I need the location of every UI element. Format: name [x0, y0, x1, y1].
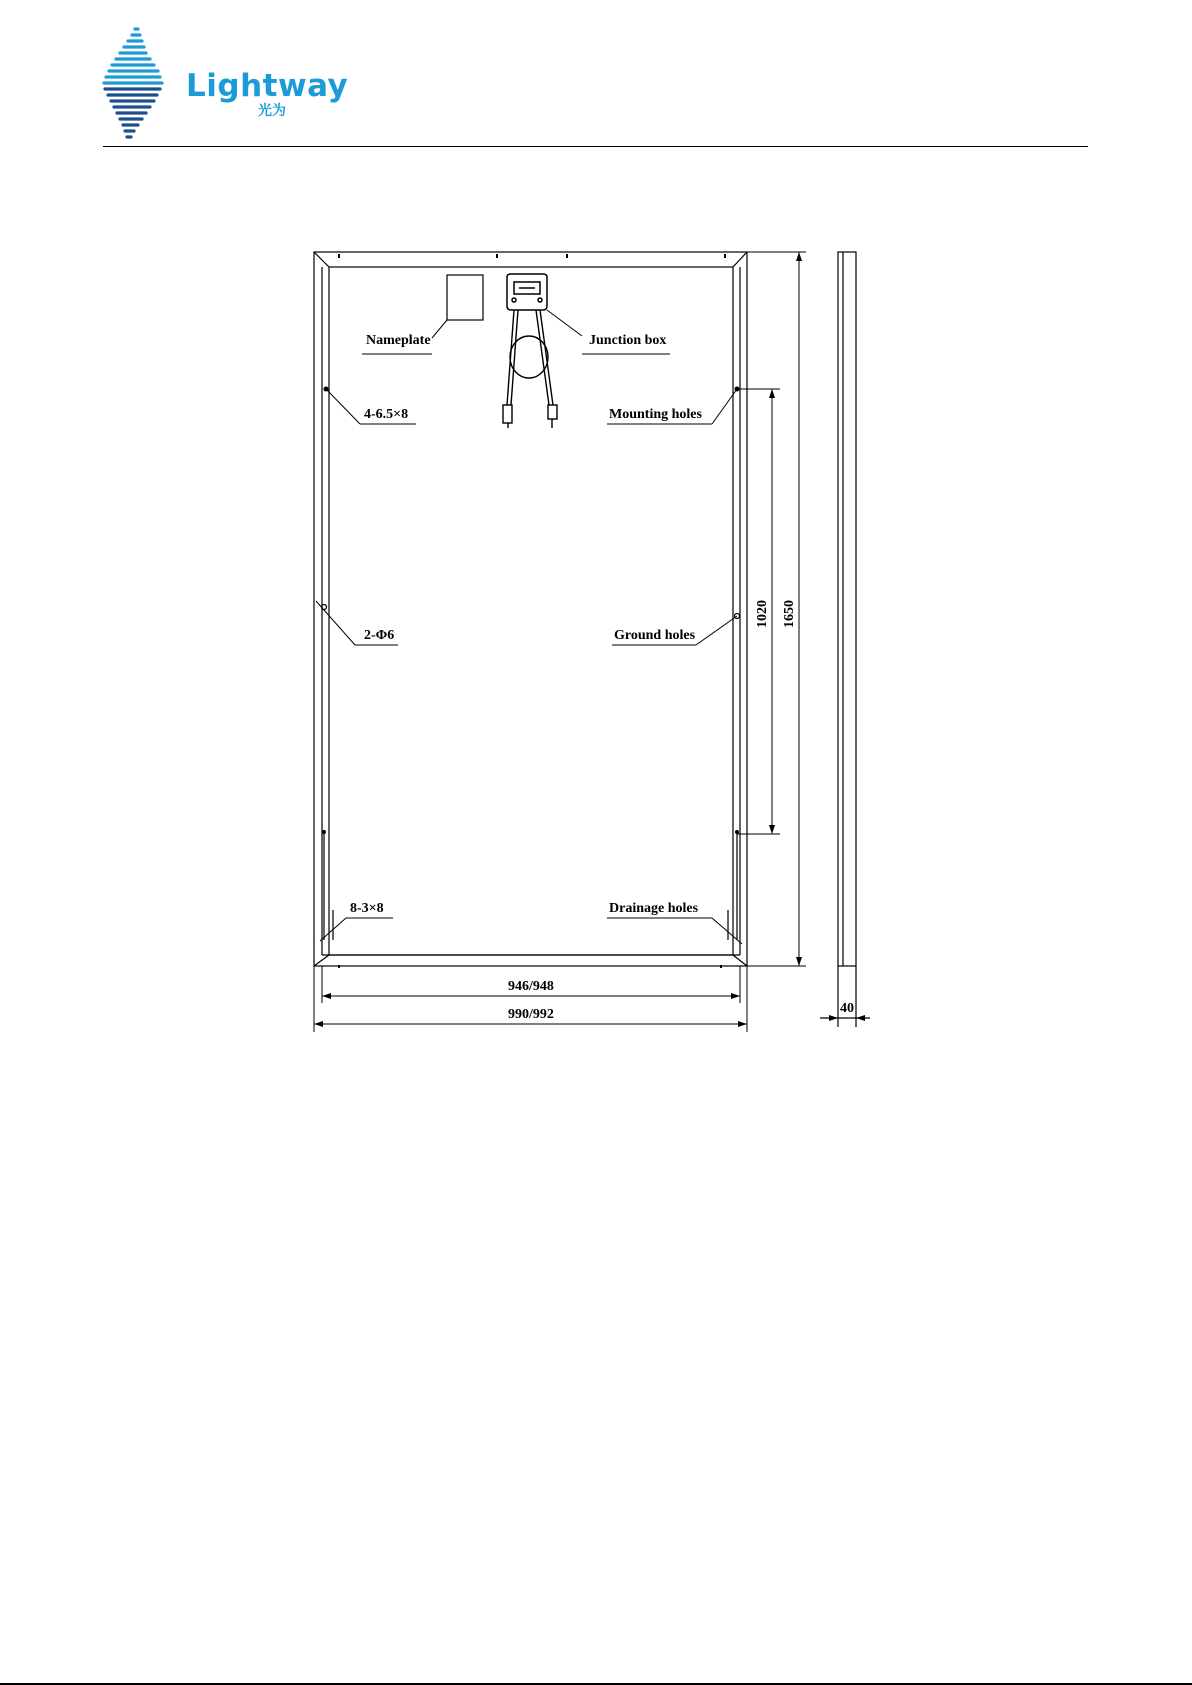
drainage-hole-left [322, 830, 326, 834]
ground-holes-spec-label: 2-Φ6 [364, 628, 395, 643]
drainage-hole-right [735, 830, 739, 834]
junction-box [507, 274, 547, 310]
mounting-holes-label: Mounting holes [609, 407, 702, 422]
drainage-holes-spec-label: 8-3×8 [350, 901, 384, 916]
brand-name: Lightway [186, 68, 349, 104]
mounting-span-dimension: 1020 [755, 600, 770, 628]
inner-width-dimension: 946/948 [508, 979, 554, 994]
module-side-profile [820, 252, 870, 1027]
nameplate-box [447, 275, 483, 320]
brand-name-chinese: 光为 [258, 103, 286, 119]
junction-box-label: Junction box [589, 333, 667, 348]
mounting-holes-spec-label: 4-6.5×8 [364, 407, 409, 422]
module-outer-frame [314, 252, 747, 966]
outer-width-dimension: 990/992 [508, 1007, 554, 1022]
junction-box-cables [503, 310, 557, 428]
ground-holes-label: Ground holes [614, 628, 696, 643]
height-dimension: 1650 [782, 600, 797, 628]
drainage-holes-label: Drainage holes [609, 901, 699, 916]
module-inner-frame [329, 267, 733, 955]
nameplate-label: Nameplate [366, 333, 431, 348]
thickness-dimension: 40 [840, 1001, 854, 1016]
